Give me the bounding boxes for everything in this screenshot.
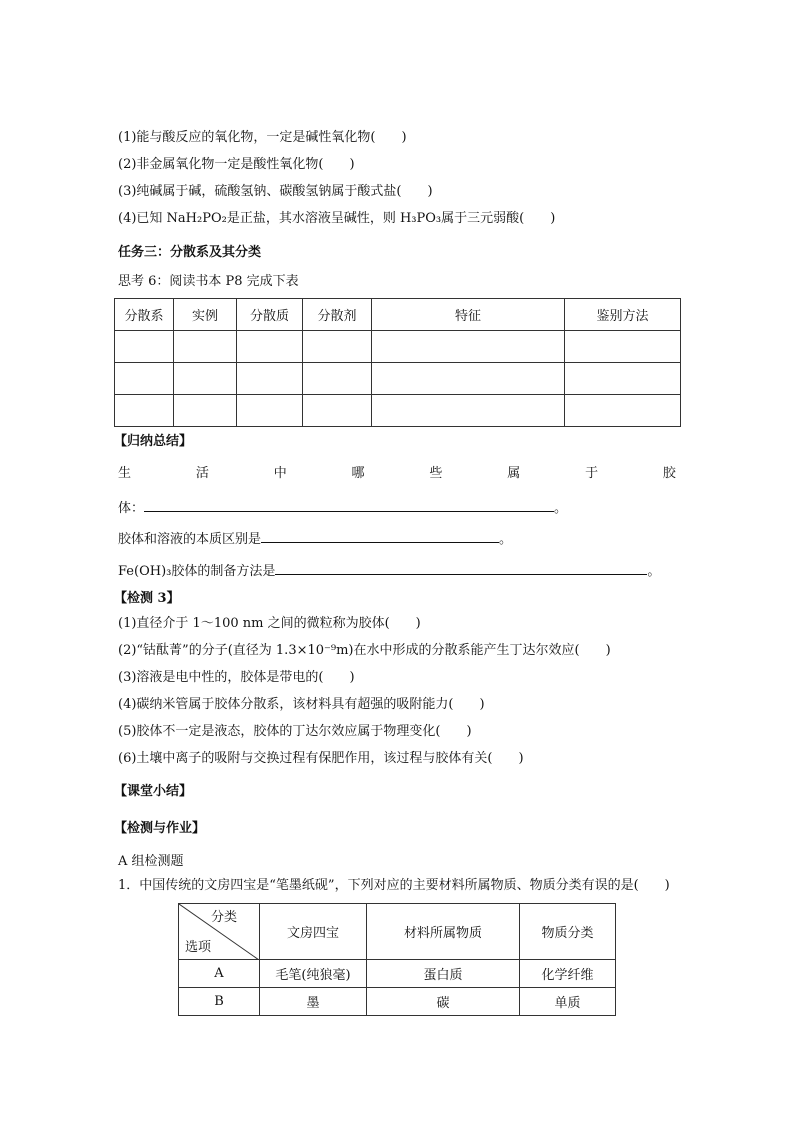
table-cell[interactable] [237,395,303,427]
table-cell[interactable] [565,331,681,363]
period: 。 [647,564,661,579]
stationery-table [178,903,616,1016]
question-1: 1．中国传统的文房四宝是“笔墨纸砚”，下列对应的主要材料所属物质、物质分类有误的是( ) [118,878,670,893]
table-row [115,331,681,363]
summary-q3-label: Fe(OH)₃胶体的制备方法是 [118,564,276,579]
group-a-label: A 组检测题 [118,854,184,869]
judge-item-3: (3)纯碱属于碱，硫酸氢钠、碳酸氢钠属于酸式盐( ) [118,184,433,199]
class-summary-heading: 【课堂小结】 [114,784,193,799]
table-cell: B [179,988,260,1016]
check3-item-2: (2)“钴酞菁”的分子(直径为 1.3×10⁻⁹m)在水中形成的分散系能产生丁达尔效应( ) [118,643,611,658]
table-row [115,363,681,395]
summary-q1-char: 胶 [662,466,676,481]
table-cell: 毛笔(纯狼毫) [260,960,367,988]
summary-q1-char: 些 [429,466,443,481]
period: 。 [499,532,513,547]
summary-q2-label: 胶体和溶液的本质区别是 [118,532,262,547]
table-cell: 墨 [260,988,367,1016]
judge-item-2: (2)非金属氧化物一定是酸性氧化物( ) [118,157,355,172]
header-cell: 材料所属物质 [367,904,520,960]
check3-item-3: (3)溶液是电中性的，胶体是带电的( ) [118,670,355,685]
table-cell[interactable] [372,395,565,427]
answer-blank[interactable] [275,560,647,575]
header-cell: 鉴别方法 [565,299,681,331]
summary-q1-char: 生 [118,466,132,481]
summary-heading: 【归纳总结】 [114,434,193,449]
summary-q1-cont [118,497,567,518]
table-cell[interactable] [174,331,237,363]
check3-item-5: (5)胶体不一定是液态，胶体的丁达尔效应属于物理变化( ) [118,724,472,739]
judge-item-4: (4)已知 NaH₂PO₂是正盐，其水溶液呈碱性，则 H₃PO₃属于三元弱酸( ) [118,211,556,226]
task3-title: 任务三：分散系及其分类 [118,245,262,260]
answer-blank[interactable] [144,497,554,512]
table-cell: A [179,960,260,988]
judge-item-1: (1)能与酸反应的氧化物，一定是碱性氧化物( ) [118,130,407,145]
check3-heading: 【检测 3】 [114,591,180,606]
table-cell[interactable] [372,331,565,363]
summary-q1-char: 活 [195,466,209,481]
table-cell[interactable] [565,395,681,427]
dispersion-table [114,298,681,427]
header-cell: 分散系 [115,299,174,331]
homework-heading: 【检测与作业】 [114,821,206,836]
check3-item-4: (4)碳纳米管属于胶体分散系，该材料具有超强的吸附能力( ) [118,697,485,712]
diagonal-header-cell [179,904,260,960]
summary-q1-char: 于 [585,466,599,481]
summary-q2 [118,528,512,549]
table-cell: 化学纤维 [520,960,616,988]
header-cell: 文房四宝 [260,904,367,960]
header-cell: 分散剂 [303,299,372,331]
table-cell[interactable] [174,395,237,427]
table-cell: 单质 [520,988,616,1016]
table-cell[interactable] [237,363,303,395]
table-cell[interactable] [303,363,372,395]
table-cell[interactable] [565,363,681,395]
header-cell: 实例 [174,299,237,331]
header-cell: 特征 [372,299,565,331]
period: 。 [554,501,568,516]
table-row [115,395,681,427]
table-cell: 碳 [367,988,520,1016]
table-cell[interactable] [237,331,303,363]
header-cell: 分散质 [237,299,303,331]
summary-q1-char: 属 [507,466,521,481]
check3-item-1: (1)直径介于 1～100 nm 之间的微粒称为胶体( ) [118,616,421,631]
table-cell[interactable] [115,331,174,363]
table-row [179,960,616,988]
summary-q1-char: 中 [273,466,287,481]
table-cell[interactable] [303,331,372,363]
summary-q1-line [118,465,676,483]
summary-q1-char: 哪 [351,466,365,481]
answer-blank[interactable] [261,528,499,543]
corner-top-label: 分类 [210,910,237,925]
table-cell[interactable] [303,395,372,427]
summary-q3 [118,560,660,581]
table-row [179,988,616,1016]
table-cell: 蛋白质 [367,960,520,988]
summary-q1-cont-label: 体： [118,501,145,516]
check3-item-6: (6)土壤中离子的吸附与交换过程有保肥作用，该过程与胶体有关( ) [118,751,524,766]
table-header-row [115,299,681,331]
table-cell[interactable] [372,363,565,395]
think6-prompt: 思考 6：阅读书本 P8 完成下表 [118,274,299,289]
header-cell: 物质分类 [520,904,616,960]
table-cell[interactable] [115,395,174,427]
table-cell[interactable] [115,363,174,395]
table-header-row [179,904,616,960]
corner-bottom-label: 选项 [185,940,212,955]
table-cell[interactable] [174,363,237,395]
